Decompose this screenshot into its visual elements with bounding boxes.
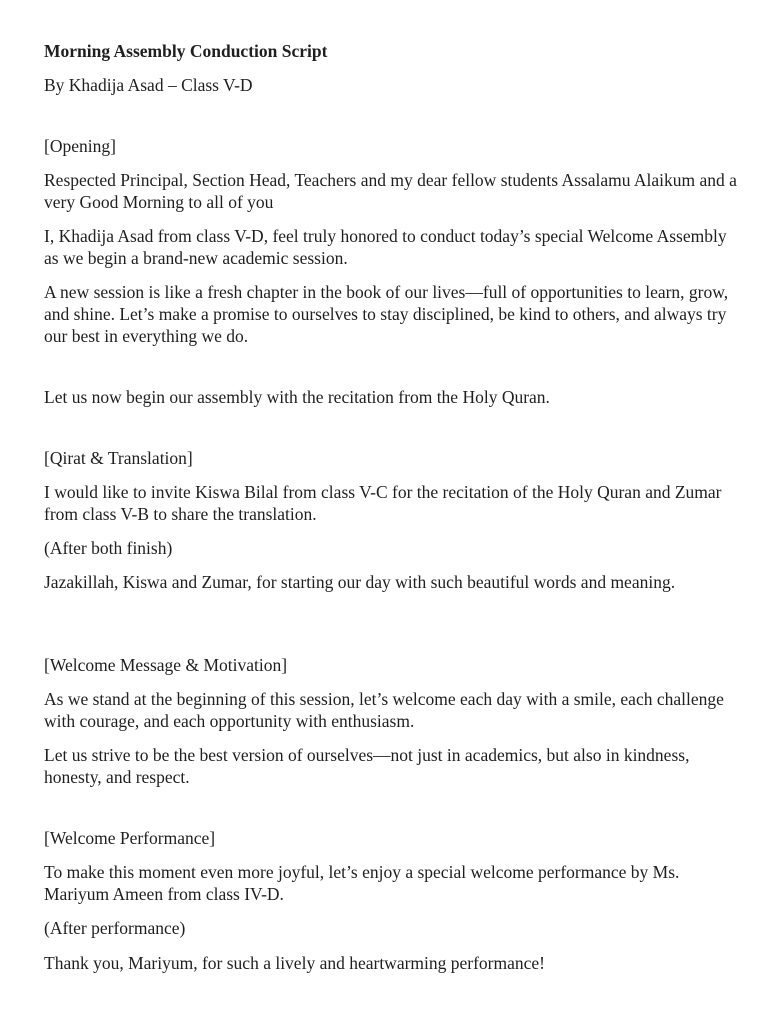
paragraph: A new session is like a fresh chapter in the book of our lives—full of opportunities to learn, grow, and shine. Let’s make a promise to ourselves to stay disciplined, be kind to others, and always try our best in everything we do. [44, 282, 729, 346]
paragraph: To make this moment even more joyful, let’s enjoy a special welcome performance by Ms. Mariyum Ameen from class IV-D. [44, 862, 680, 904]
paragraph: Let us strive to be the best version of ourselves—not just in academics, but also in kindness, honesty, and respect. [44, 745, 690, 787]
paragraph: I, Khadija Asad from class V-D, feel truly honored to conduct today’s special Welcome Assembly as we begin a brand-new academic session. [44, 226, 727, 268]
byline: By Khadija Asad – Class V-D [44, 75, 253, 95]
section-heading-welcome-message: [Welcome Message & Motivation] [44, 655, 288, 675]
document-title: Morning Assembly Conduction Script [44, 41, 328, 61]
stage-direction: (After performance) [44, 918, 186, 938]
paragraph: Jazakillah, Kiswa and Zumar, for starting our day with such beautiful words and meaning. [44, 572, 676, 592]
section-heading-opening: [Opening] [44, 136, 116, 156]
paragraph: Let us now begin our assembly with the recitation from the Holy Quran. [44, 387, 550, 407]
paragraph: Thank you, Mariyum, for such a lively and heartwarming performance! [44, 953, 546, 973]
section-heading-qirat: [Qirat & Translation] [44, 448, 193, 468]
paragraph: Respected Principal, Section Head, Teachers and my dear fellow students Assalamu Alaikum and a very Good Morning to all of you [44, 170, 737, 212]
paragraph: I would like to invite Kiswa Bilal from class V-C for the recitation of the Holy Quran and Zumar from class V-B to share the translation. [44, 482, 722, 524]
stage-direction: (After both finish) [44, 538, 173, 558]
section-heading-welcome-performance: [Welcome Performance] [44, 828, 216, 848]
paragraph: As we stand at the beginning of this session, let’s welcome each day with a smile, each challenge with courage, and each opportunity with enthusiasm. [44, 689, 724, 731]
